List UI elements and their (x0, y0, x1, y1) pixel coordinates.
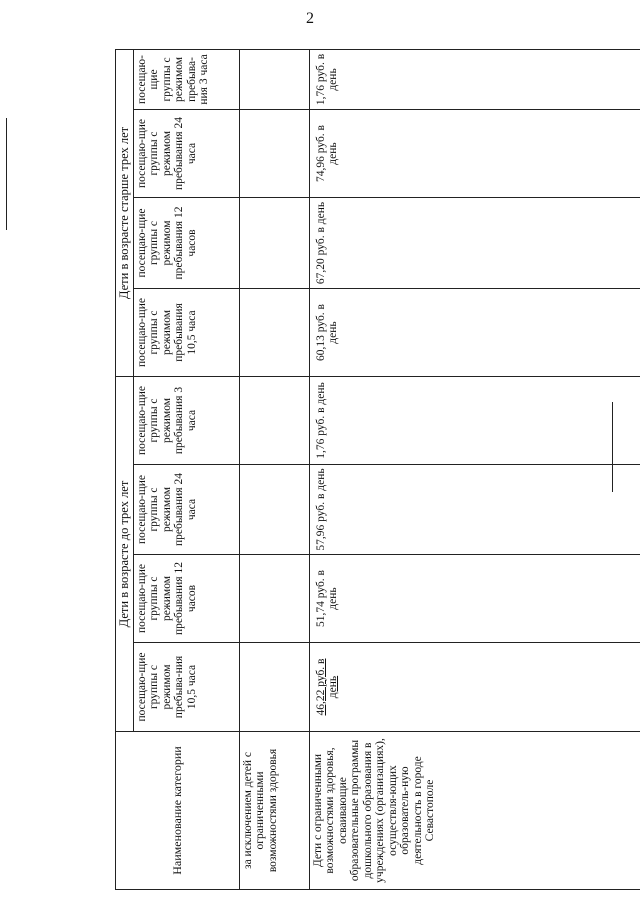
value-cell (239, 377, 309, 465)
rotated-table-wrapper (115, 50, 640, 890)
column-header: посещаю-щие группы с режимом пребывания 3 часа (133, 377, 239, 465)
value-cell (239, 465, 309, 555)
column-header: посещаю-щие группы с режимом пребыва-ния 3 часа (133, 49, 239, 109)
value-cell: 60,13 руб. в день (309, 289, 640, 377)
table-row (239, 49, 309, 889)
value-cell: 1,76 руб. в день (309, 49, 640, 109)
category-header: Наименование категории (116, 732, 240, 890)
column-header: посещаю-щие группы с режимом пребывания 24 часа (133, 465, 239, 555)
column-header: посещаю-щие группы с режимом пребыва-ния 10,5 часа (133, 643, 239, 732)
fee-table (115, 49, 640, 890)
value-cell: 74,96 руб. в день (309, 110, 640, 198)
value-cell (239, 643, 309, 732)
group-header-under3: Дети в возрасте до трех лет (116, 377, 134, 732)
margin-mark (6, 118, 7, 230)
page-number: 2 (306, 10, 314, 27)
row-label: за исключением детей с ограниченными возможностями здоровья (239, 732, 309, 890)
column-header: посещаю-щие группы с режимом пребывания 10,5 часа (133, 289, 239, 377)
value-cell: 67,20 руб. в день (309, 198, 640, 289)
value-cell (239, 289, 309, 377)
column-header: посещаю-щие группы с режимом пребывания 12 часов (133, 555, 239, 643)
value-cell (239, 49, 309, 109)
column-header: посещаю-щие группы с режимом пребывания 12 часов (133, 198, 239, 289)
value-cell (239, 198, 309, 289)
table-row (309, 49, 640, 889)
column-header: посещаю-щие группы с режимом пребывания 24 часа (133, 110, 239, 198)
group-header-over3: Дети в возрасте старше трех лет (116, 49, 134, 376)
row-label: Дети с ограниченными возможностями здоровья, осваивающие образовательные программы дошкольного образования в учреждениях (организациях), осуществля-ющих образователь-ную деятельность в городе Севастополе (309, 732, 640, 890)
value-cell: 1,76 руб. в день (309, 377, 640, 465)
value-cell: 46,22 руб. в день (309, 643, 640, 732)
value-cell (239, 110, 309, 198)
value-cell (239, 555, 309, 643)
value-cell: 51,74 руб. в день (309, 555, 640, 643)
value-cell: 57,96 руб. в день (309, 465, 640, 555)
